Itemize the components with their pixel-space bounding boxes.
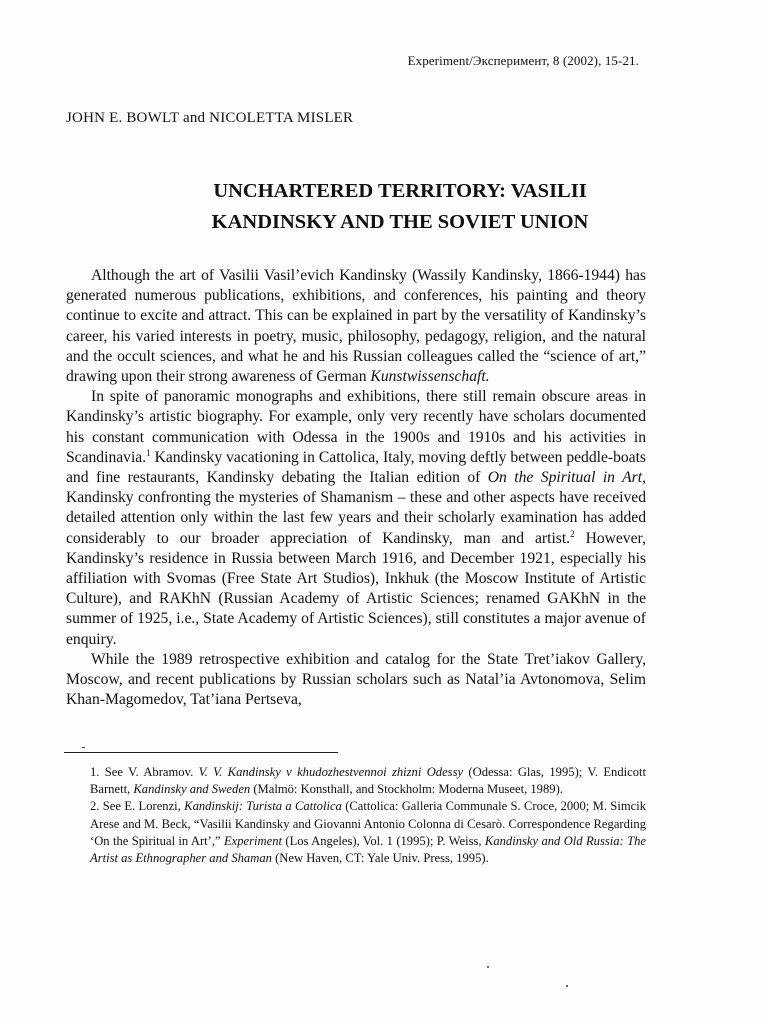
footnotes [90, 764, 646, 867]
footnote-1-italic-2: Kandinsky and Sweden [133, 782, 251, 797]
footnote-ref-2[interactable]: 2 [570, 528, 575, 539]
footnote-1-italic-1: V. V. Kandinsky v khudozhestvennoi zhizni Odessy [198, 765, 464, 779]
paragraph-2-text-b: Kandinsky vacationing in Cattolica, Italy, moving deftly between peddle-boats and fine restaurants, Kandinsky debating the Italian edition of [66, 448, 646, 487]
footnote-2-text-b: (Cattolica: Galleria Communale S. Croce, 2000; M. Simcik Arese and M. Beck, “Vasilii Kandinsky and Giovanni Antonio Colonna di Cesarò. Correspondence Regarding ‘On the Spiritual in Art’,” [90, 799, 646, 848]
paragraph-1 [66, 266, 646, 387]
paragraph-2 [66, 387, 646, 650]
paragraph-1-text: Although the art of Vasilii Vasil’evich Kandinsky (Wassily Kandinsky, 1866-1944) has generated numerous publications, exhibitions, and conferences, his painting and theory continue to excite and attract. This can be explained in part by the versatility of Kandinsky’s career, his varied interests in poetry, music, philosophy, pedagogy, religion, and the natural and the occult sciences, and what he and his Russian colleagues called the “science of art,” drawing upon their strong awareness of German [66, 267, 646, 386]
article-title [140, 176, 660, 238]
footnote-2-text-d: (New Haven, CT: Yale Univ. Press, 1995). [271, 851, 489, 866]
authors: JOHN E. BOWLT and NICOLETTA MISLER [66, 110, 354, 126]
paragraph-3: While the 1989 retrospective exhibition and catalog for the State Tret’iakov Gallery, Moscow, and recent publications by Russian scholars such as Natal’ia Avtonomova, Selim Khan-Magomedov, Tat’iana Pertseva, [66, 650, 646, 709]
footnote-1-text-b: (Odessa: Glas, 1995); V. Endicott Barnett, [90, 765, 646, 797]
footnote-ref-1[interactable]: 1 [146, 447, 151, 458]
scan-speck [82, 747, 85, 748]
footnote-1-text-a: 1. See V. Abramov. [90, 765, 199, 779]
scan-speck [566, 985, 568, 987]
running-head: Experiment/Эксперимент, 8 (2002), 15-21. [407, 53, 639, 68]
article-body [66, 266, 646, 710]
paragraph-2-italic: On the Spiritual in Art [487, 469, 643, 487]
paragraph-2-text-c: , Kandinsky confronting the mysteries of Shamanism – these and other aspects have received detailed attention only within the last few years and their scholarly examination has added considerably to our broader appreciation of Kandinsky, man and artist. [66, 469, 646, 547]
footnote-2-italic-3: Kandinsky and Old Russia: The Artist as Ethnographer and Shaman [90, 833, 646, 866]
scan-speck [487, 966, 489, 968]
title-line-1: UNCHARTERED TERRITORY: VASILII [213, 180, 587, 202]
footnote-2-italic-2: Experiment [223, 833, 283, 848]
footnote-2 [90, 798, 646, 867]
footnote-2-italic-1: Kandinskij: Turista a Cattolica [184, 799, 342, 814]
title-line-2: KANDINSKY AND THE SOVIET UNION [211, 211, 589, 233]
footnote-1-text-c: (Malmö: Konsthall, and Stockholm: Moderna Museet, 1989). [250, 782, 563, 797]
footnote-1 [90, 764, 646, 798]
footnote-2-text-a: 2. See E. Lorenzi, [90, 799, 185, 814]
paragraph-2-text-d: However, Kandinsky’s residence in Russia between March 1916, and December 1921, especially his affiliation with Svomas (Free State Art Studios), Inkhuk (the Moscow Institute of Artistic Culture), and RAKhN (Russian Academy of Artistic Sciences; renamed GAKhN in the summer of 1925, i.e., State Academy of Artistic Sciences), still constitutes a major avenue of enquiry. [66, 529, 646, 648]
paragraph-2-text-a: In spite of panoramic monographs and exhibitions, there still remain obscure areas in Kandinsky’s artistic biography. For example, only very recently have scholars documented his constant communication with Odessa in the 1900s and 1910s and his activities in Scandinavia. [66, 388, 646, 466]
footnote-rule [64, 752, 338, 753]
paragraph-1-italic: Kunstwissenschaft. [370, 368, 490, 386]
footnote-2-text-c: (Los Angeles), Vol. 1 (1995); P. Weiss, [282, 833, 485, 848]
